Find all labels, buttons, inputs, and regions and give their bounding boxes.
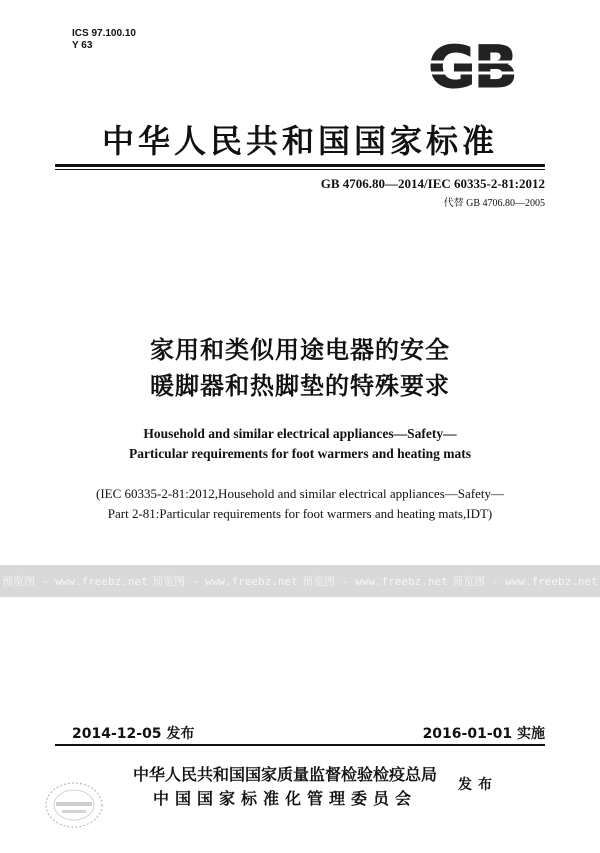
header-rule-thin [55,169,545,170]
watermark-text: 预览图 - www.freebz.net [2,575,148,588]
publish-date: 2014-12-05 发布 [72,726,195,742]
watermark-text: 预览图 - www.freebz.net [152,575,298,588]
iec-equivalence-line1: (IEC 60335-2-81:2012,Household and similar electrical appliances—Safety— [96,486,504,501]
classification-codes [72,28,136,52]
document-title-cn-line1: 家用和类似用途电器的安全 [150,336,450,364]
footer-rule [55,744,545,746]
seal-stamp-icon [42,780,106,830]
replaces-note: 代替 GB 4706.80—2005 [443,198,545,209]
effective-date: 2016-01-01 实施 [422,726,545,742]
ics-code: ICS 97.100.10 [72,28,136,39]
issuer-line1: 中华人民共和国国家质量监督检验检疫总局 [132,765,437,784]
standard-code: GB 4706.80—2014/IEC 60335-2-81:2012 [320,176,545,191]
watermark-text: 预览图 - www.freebz.net [452,575,598,588]
standard-title: 中华人民共和国国家标准 [101,122,498,160]
document-title-cn-line2: 暖脚器和热脚垫的特殊要求 [150,372,450,400]
gb-logo [410,40,534,94]
gb-logo-text: GB [428,40,516,94]
header-rule [55,164,545,167]
watermark-text: 预览图 - www.freebz.net [302,575,448,588]
document-title-en-line1: Household and similar electrical appliances—Safety— [143,426,457,441]
issuer-line2: 中国国家标准化管理委员会 [152,789,417,808]
watermark-band [0,565,600,597]
issue-label: 发布 [458,777,498,793]
ccs-code: Y 63 [72,40,93,51]
document-title-en-line2: Particular requirements for foot warmers and heating mats [128,446,472,461]
iec-equivalence-line2: Part 2-81:Particular requirements for foot warmers and heating mats,IDT) [107,506,493,521]
